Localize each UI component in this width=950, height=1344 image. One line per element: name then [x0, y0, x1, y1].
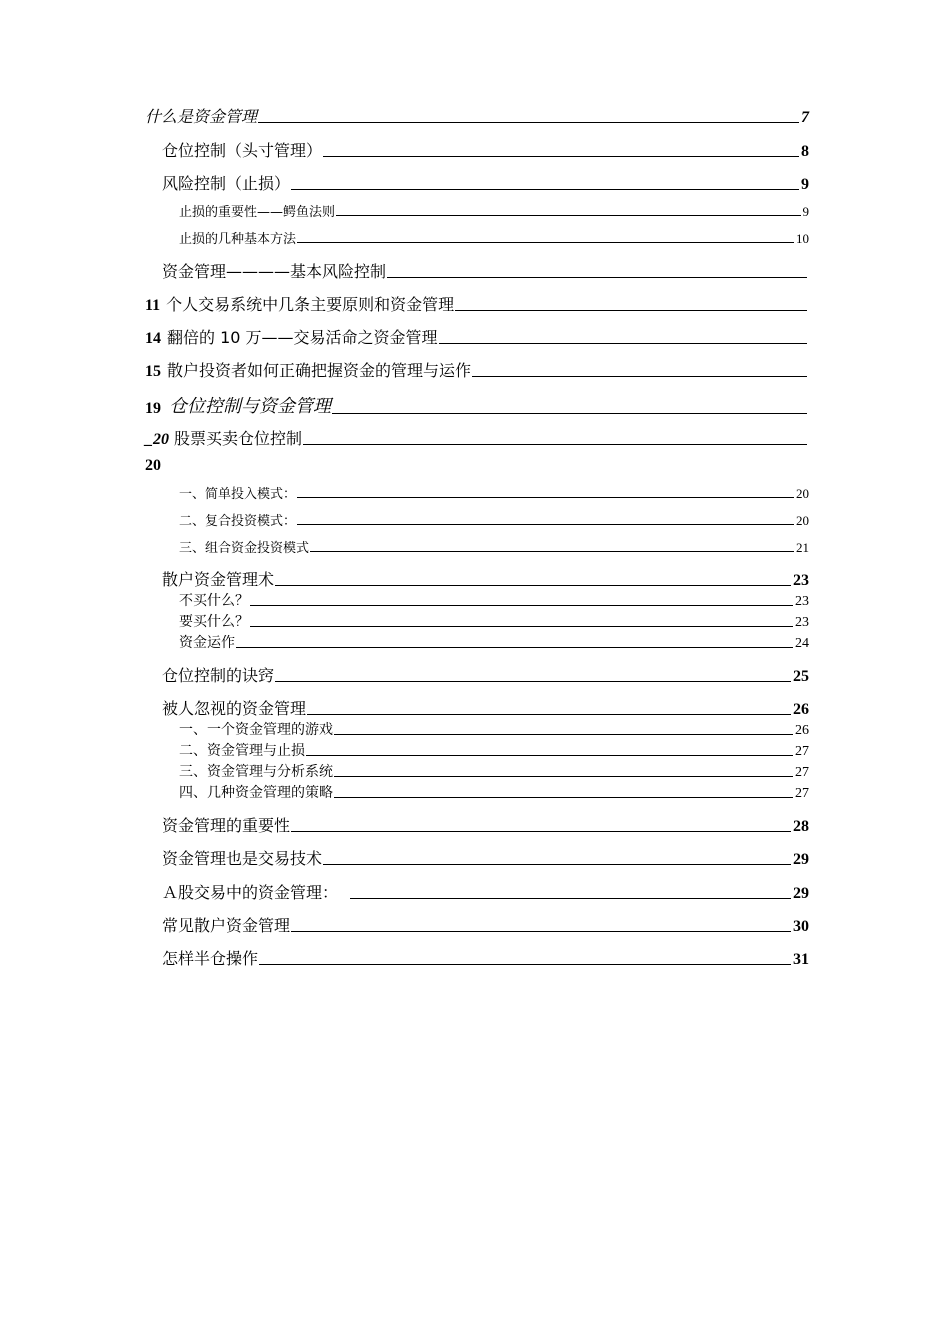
toc-page-number: 8: [801, 143, 809, 160]
toc-entry[interactable]: [162, 259, 809, 282]
toc-entry[interactable]: [162, 138, 809, 161]
toc-entry[interactable]: [179, 201, 809, 220]
toc-entry-prefix: 19: [145, 400, 161, 417]
toc-page-number: 27: [795, 744, 809, 759]
toc-leader: [306, 755, 793, 756]
toc-page-number: 23: [795, 615, 809, 630]
toc-page-number: 30: [793, 918, 809, 935]
toc-entry[interactable]: [162, 846, 809, 869]
toc-entry-title: 什么是资金管理: [145, 107, 258, 126]
toc-entry[interactable]: [145, 426, 809, 449]
toc-entry-title: 散户资金管理术: [162, 570, 275, 589]
toc-entry[interactable]: [162, 663, 809, 686]
toc-entry[interactable]: [145, 358, 809, 381]
toc-entry-title: Ａ股交易中的资金管理：: [162, 883, 339, 902]
toc-entry-prefix: 15: [145, 363, 161, 380]
toc-page-number: 28: [793, 818, 809, 835]
toc-entry-title: 资金运作: [179, 635, 235, 651]
toc-page-number: 26: [793, 701, 809, 718]
toc-entry[interactable]: [179, 510, 809, 529]
toc-leader: [307, 714, 791, 715]
toc-leader: [323, 156, 799, 157]
toc-leader: [350, 898, 791, 899]
toc-entry[interactable]: [145, 325, 809, 348]
toc-entry-prefix: 14: [145, 330, 161, 347]
toc-leader: [336, 215, 800, 216]
toc-entry-title: 翻倍的 10 万——交易活命之资金管理: [167, 328, 438, 347]
toc-entry-prefix: 11: [145, 297, 161, 314]
toc-entry[interactable]: [162, 171, 809, 194]
toc-page-number: 27: [795, 765, 809, 780]
toc-entry[interactable]: [179, 782, 809, 802]
toc-leader: [291, 831, 791, 832]
toc-entry[interactable]: [145, 292, 809, 315]
toc-page-number: 31: [793, 951, 809, 968]
toc-page-number: 10: [796, 231, 809, 246]
toc-entry-prefix: _20: [145, 431, 169, 448]
toc-page-number: 25: [793, 668, 809, 685]
toc-leader: [291, 931, 791, 932]
toc-entry-title: 仓位控制的诀窍: [162, 666, 275, 685]
toc-leader: [387, 277, 807, 278]
toc-entry-title: 被人忽视的资金管理: [162, 699, 307, 718]
toc-entry-title: 四、几种资金管理的策略: [179, 785, 333, 801]
toc-leader: [334, 797, 793, 798]
toc-entry-title: 一、简单投入模式：: [179, 487, 297, 502]
toc-entry-title: 仓位控制与资金管理: [169, 396, 331, 417]
toc-entry[interactable]: [162, 567, 809, 590]
toc-entry-title: 仓位控制（头寸管理）: [162, 141, 323, 160]
toc-page-number: 20: [796, 513, 809, 528]
toc-page-number: 26: [795, 723, 809, 738]
toc-entry-title: 三、组合资金投资模式: [179, 541, 310, 556]
toc-entry-title: 二、资金管理与止损: [179, 743, 305, 759]
toc-entry-title: 一、一个资金管理的游戏: [179, 722, 333, 738]
toc-leader: [297, 242, 794, 243]
toc-leader: [310, 551, 794, 552]
toc-leader: [334, 776, 793, 777]
toc-entry[interactable]: [145, 392, 809, 418]
toc-page-number: 29: [793, 885, 809, 902]
toc-leader: [303, 444, 807, 445]
toc-entry[interactable]: [179, 740, 809, 760]
toc-entry-title: 资金管理的重要性: [162, 816, 291, 835]
toc-entry[interactable]: [162, 813, 809, 836]
toc-leader: [455, 310, 807, 311]
toc-entry[interactable]: [179, 228, 809, 247]
toc-entry[interactable]: [179, 719, 809, 739]
toc-entry[interactable]: [162, 946, 809, 969]
toc-entry-title: 散户投资者如何正确把握资金的管理与运作: [167, 361, 472, 380]
toc-entry-title: 止损的重要性——鳄鱼法则: [179, 205, 336, 220]
toc-page-number: 21: [796, 540, 809, 555]
toc-leader: [334, 734, 793, 735]
toc-entry-title: 不买什么？: [179, 593, 249, 609]
toc-page-number: 24: [795, 636, 809, 651]
toc-leader: [258, 122, 799, 123]
toc-entry-title: 要买什么？: [179, 614, 249, 630]
toc-page-number: 9: [801, 176, 809, 193]
toc-leader: [250, 626, 793, 627]
toc-leader: [323, 864, 791, 865]
toc-leader: [332, 413, 807, 414]
toc-leader: [250, 605, 793, 606]
toc-entry[interactable]: [179, 611, 809, 631]
toc-entry-title: 资金管理————基本风险控制: [162, 262, 387, 281]
toc-leader: [297, 524, 794, 525]
toc-entry-title: 常见散户资金管理: [162, 916, 291, 935]
toc-page-number: 23: [795, 594, 809, 609]
toc-entry[interactable]: [162, 696, 809, 719]
toc-leader: [236, 647, 793, 648]
toc-entry[interactable]: [162, 913, 809, 936]
toc-leader: [472, 376, 807, 377]
toc-page-number: 9: [802, 204, 809, 219]
toc-leader: [297, 497, 794, 498]
toc-page-number: 27: [795, 786, 809, 801]
toc-entry[interactable]: [162, 880, 809, 903]
toc-entry-title: 个人交易系统中几条主要原则和资金管理: [166, 295, 455, 314]
toc-page-number: 23: [793, 572, 809, 589]
toc-entry[interactable]: [145, 104, 809, 127]
toc-entry[interactable]: [179, 632, 809, 652]
toc-page-number: 20: [145, 457, 161, 474]
toc-leader: [275, 681, 791, 682]
toc-page-number: 29: [793, 851, 809, 868]
toc-entry-title: 怎样半仓操作: [162, 949, 259, 968]
toc-entry-title: 止损的几种基本方法: [179, 232, 297, 247]
toc-entry-title: 资金管理也是交易技术: [162, 849, 323, 868]
toc-entry-title: 二、复合投资模式：: [179, 514, 297, 529]
toc-entry[interactable]: [179, 537, 809, 556]
toc-entry[interactable]: [179, 761, 809, 781]
toc-leader: [259, 964, 791, 965]
toc-page-number: 20: [796, 486, 809, 501]
toc-leader: [275, 585, 791, 586]
toc-entry[interactable]: [179, 590, 809, 610]
toc-entry-title: 三、资金管理与分析系统: [179, 764, 333, 780]
toc-entry[interactable]: [179, 483, 809, 502]
toc-leader: [291, 189, 799, 190]
toc-entry-title: 风险控制（止损）: [162, 174, 291, 193]
toc-entry-title: 股票买卖仓位控制: [174, 429, 303, 448]
toc-leader: [439, 343, 807, 344]
toc-page-number: 7: [801, 109, 809, 126]
